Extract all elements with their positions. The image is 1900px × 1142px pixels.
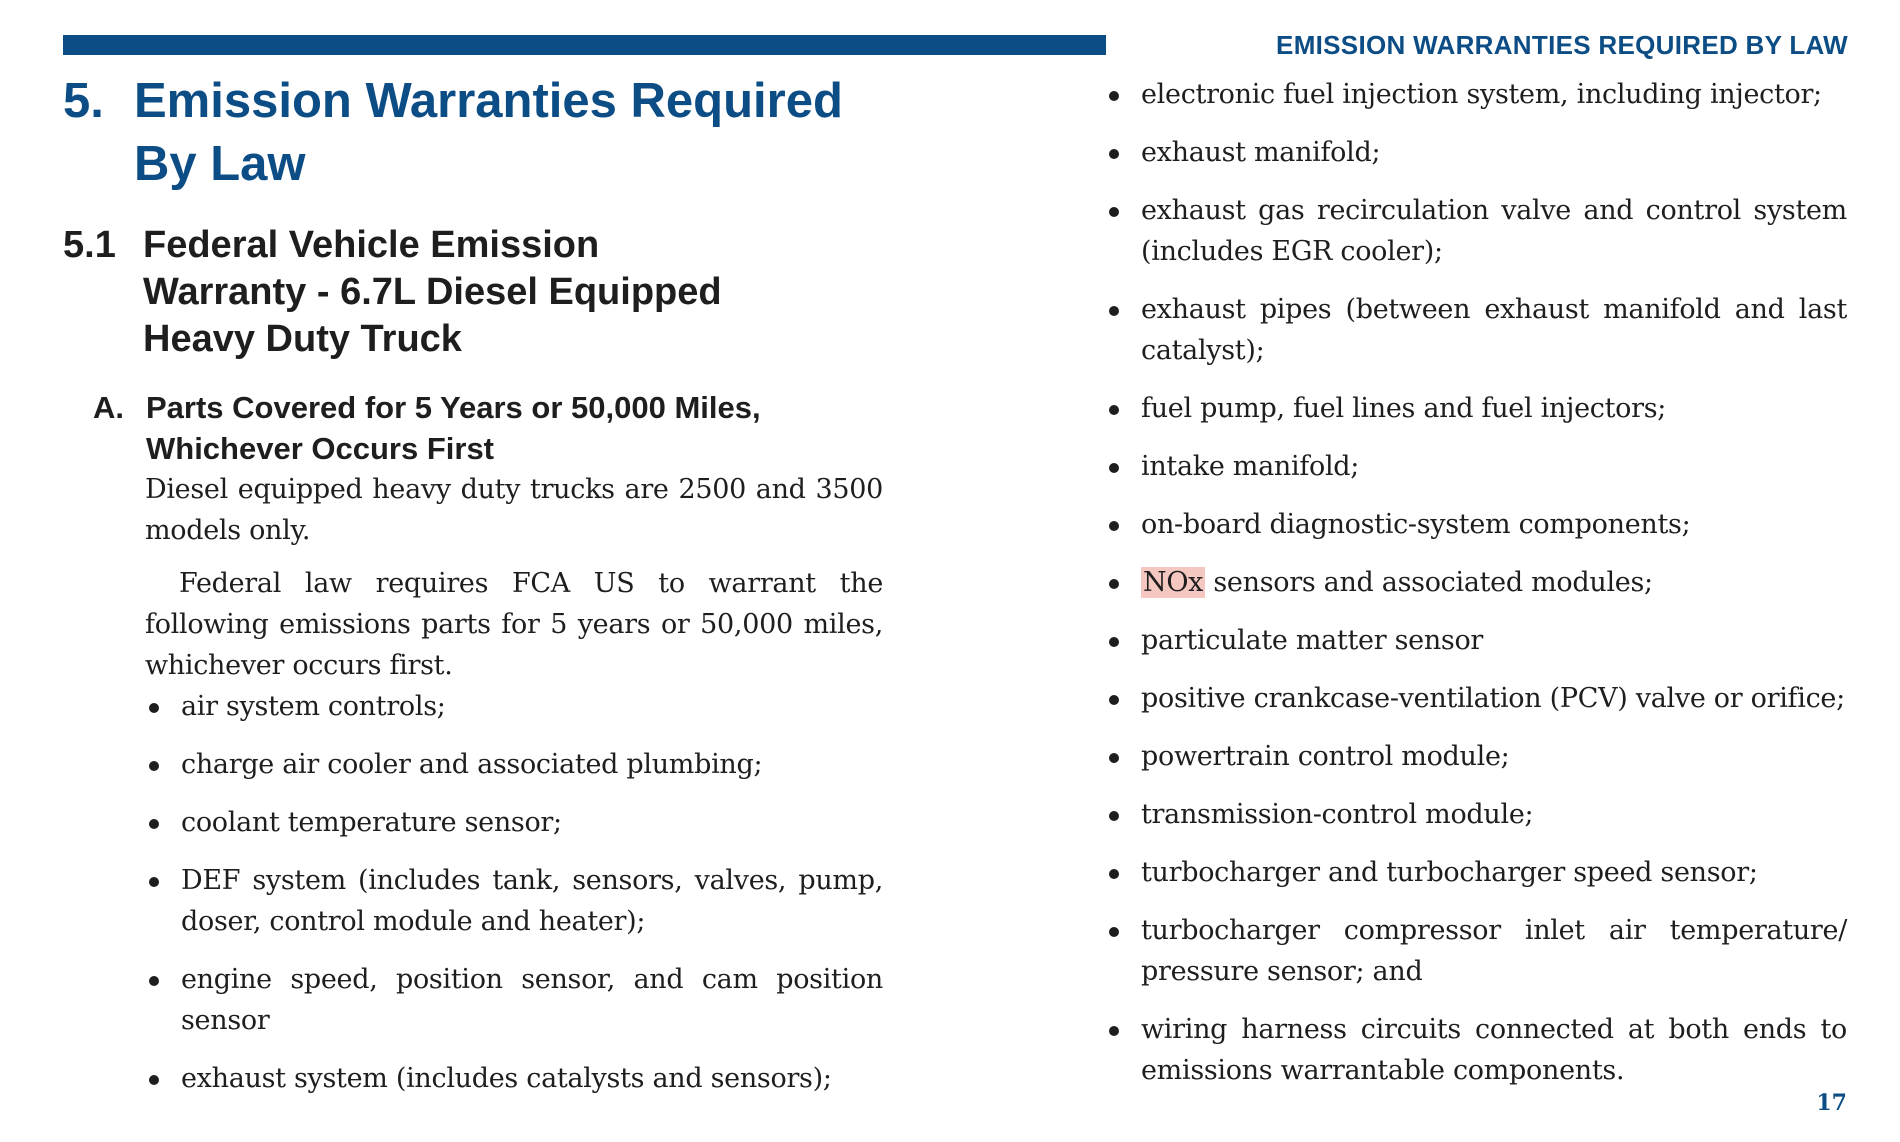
list-item — [1105, 446, 1847, 487]
list-item-text: coolant temperature sensor; — [181, 807, 562, 838]
bullet-icon — [149, 819, 159, 829]
list-item-text: exhaust system (includes catalysts and sensors); — [181, 1063, 832, 1094]
list-item-text: fuel pump, fuel lines and fuel injectors; — [1141, 393, 1667, 424]
covered-parts-list-left — [145, 686, 883, 1099]
list-item-text: sensors and associated modules; — [1205, 567, 1653, 598]
chapter-title-line2: By Law — [134, 137, 306, 191]
list-item — [1105, 678, 1847, 719]
bullet-icon — [1109, 1026, 1119, 1036]
bullet-icon — [1109, 869, 1119, 879]
subsection-title-text: Parts Covered for 5 Years or 50,000 Miles, Whichever Occurs First — [146, 390, 761, 466]
bullet-icon — [1109, 91, 1119, 101]
bullet-icon — [1109, 753, 1119, 763]
list-item — [1105, 74, 1847, 115]
section-number: 5.1 — [63, 224, 116, 266]
list-item-text: DEF system (includes tank, sensors, valves, pump, doser, control module and heater); — [181, 865, 883, 937]
bullet-icon — [149, 703, 159, 713]
list-item — [1105, 1009, 1847, 1091]
bullet-icon — [1109, 927, 1119, 937]
list-item-text: powertrain control module; — [1141, 741, 1510, 772]
bullet-icon — [1109, 149, 1119, 159]
list-item-text: exhaust manifold; — [1141, 137, 1381, 168]
list-item-nox — [1105, 562, 1847, 603]
list-item-text: electronic fuel injection system, including injector; — [1141, 79, 1822, 110]
section-title-text: Federal Vehicle Emission Warranty - 6.7L Diesel Equipped Heavy Duty Truck — [143, 224, 722, 360]
list-item — [1105, 289, 1847, 371]
list-item — [1105, 794, 1847, 835]
list-item-text: particulate matter sensor — [1141, 625, 1484, 656]
bullet-icon — [1109, 405, 1119, 415]
chapter-title-line1: Emission Warranties Required — [134, 74, 843, 128]
list-item-text: turbocharger compressor inlet air temperature/ pressure sensor; and — [1141, 915, 1847, 987]
list-item-text: on-board diagnostic-system components; — [1141, 509, 1691, 540]
bullet-icon — [1109, 521, 1119, 531]
bullet-icon — [1109, 695, 1119, 705]
list-item-text: intake manifold; — [1141, 451, 1360, 482]
list-item-text: exhaust pipes (between exhaust manifold and last catalyst); — [1141, 294, 1847, 366]
subsection-letter: A. — [93, 390, 124, 425]
list-item — [1105, 620, 1847, 661]
intro-paragraph: Diesel equipped heavy duty trucks are 2500 and 3500 models only. — [145, 474, 883, 546]
bullet-icon — [1109, 306, 1119, 316]
list-item — [145, 744, 883, 785]
list-item — [1105, 504, 1847, 545]
bullet-icon — [149, 877, 159, 887]
list-item — [145, 1058, 883, 1099]
list-item — [1105, 736, 1847, 777]
bullet-icon — [149, 761, 159, 771]
list-item-text: turbocharger and turbocharger speed sensor; — [1141, 857, 1758, 888]
nox-highlight: NOx — [1143, 567, 1204, 598]
list-item — [1105, 190, 1847, 272]
list-item-text: engine speed, position sensor, and cam position sensor — [181, 964, 883, 1036]
left-column — [63, 70, 883, 1116]
list-item-text: air system controls; — [181, 691, 446, 722]
section-title — [63, 222, 883, 363]
list-item — [145, 802, 883, 843]
bullet-icon — [1109, 463, 1119, 473]
bullet-icon — [149, 976, 159, 986]
right-column — [1105, 74, 1847, 1108]
list-item-text: transmission-control module; — [1141, 799, 1534, 830]
list-item — [145, 686, 883, 727]
bullet-icon — [1109, 579, 1119, 589]
chapter-title-text — [134, 70, 843, 196]
chapter-number: 5. — [63, 74, 104, 128]
subsection-title — [93, 387, 883, 469]
bullet-icon — [1109, 207, 1119, 217]
bullet-icon — [1109, 637, 1119, 647]
list-item-text: positive crankcase-ventilation (PCV) valve or orifice; — [1141, 683, 1845, 714]
requirement-paragraph: Federal law requires FCA US to warrant the following emissions parts for 5 years or 50,000 miles, whichever occurs first. — [145, 568, 883, 681]
chapter-title — [63, 70, 883, 196]
header-rule — [63, 35, 1106, 55]
list-item — [145, 860, 883, 942]
list-item-text: exhaust gas recirculation valve and control system (includes EGR cooler); — [1141, 195, 1847, 267]
bullet-icon — [1109, 811, 1119, 821]
list-item — [1105, 910, 1847, 992]
bullet-icon — [149, 1075, 159, 1085]
list-item — [1105, 852, 1847, 893]
covered-parts-list-right — [1105, 74, 1847, 1091]
subsection-body — [145, 469, 883, 1099]
list-item — [145, 959, 883, 1041]
list-item-text: charge air cooler and associated plumbing; — [181, 749, 763, 780]
list-item-text: wiring harness circuits connected at both ends to emissions warrantable components. — [1141, 1014, 1847, 1086]
running-head: EMISSION WARRANTIES REQUIRED BY LAW — [1276, 30, 1848, 60]
list-item — [1105, 132, 1847, 173]
page-number: 17 — [1816, 1090, 1847, 1116]
list-item — [1105, 388, 1847, 429]
